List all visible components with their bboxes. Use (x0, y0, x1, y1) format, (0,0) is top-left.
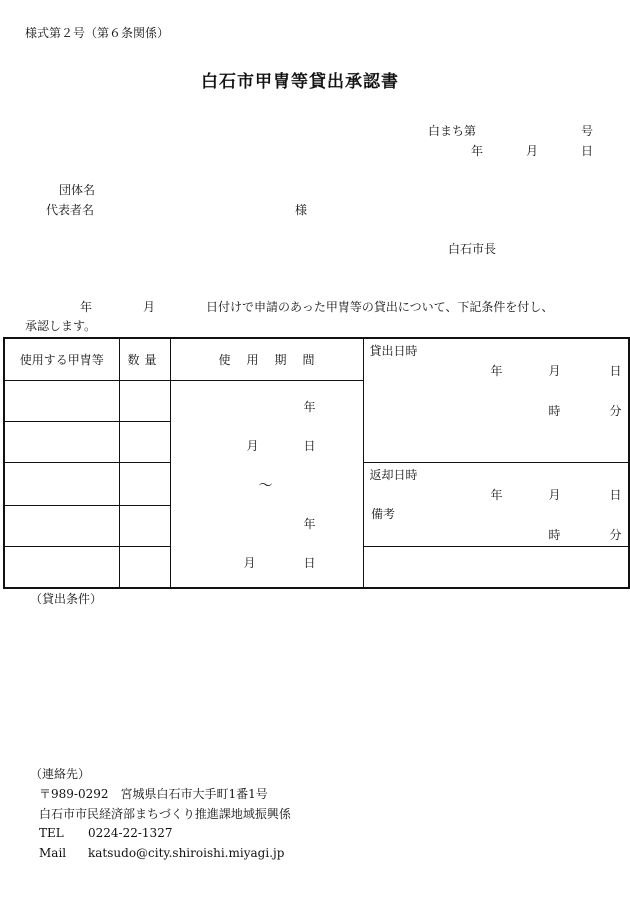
loan-year: 年 (490, 364, 503, 378)
item-row-2[interactable] (4, 421, 119, 462)
return-year: 年 (490, 487, 503, 502)
conditions-label: （貸出条件） (30, 592, 103, 606)
item-row-1[interactable] (4, 380, 119, 421)
item-row-4[interactable] (4, 505, 119, 547)
contact-mail-label: Mail (39, 846, 67, 860)
loan-datetime-cell (363, 338, 629, 462)
period-cell[interactable] (170, 380, 363, 588)
date-day: 日 (581, 144, 594, 158)
header-period: 使用期間 (170, 338, 363, 380)
honorific: 様 (295, 203, 308, 217)
return-hour: 時 (548, 527, 561, 542)
period-tilde: ～ (258, 477, 273, 494)
period-day-1: 日 (303, 438, 316, 453)
item-row-5[interactable] (4, 547, 119, 588)
loan-hour: 時 (548, 404, 561, 418)
loan-minute: 分 (609, 404, 622, 418)
remarks-label: 備考 (371, 507, 396, 521)
body-year: 年 (80, 300, 93, 314)
return-minute: 分 (609, 527, 622, 542)
header-items: 使用する甲冑等 (4, 338, 119, 380)
return-datetime-cell (363, 462, 629, 547)
loan-day: 日 (609, 364, 622, 378)
period-day-2: 日 (303, 555, 316, 570)
quantity-row-2[interactable] (119, 421, 170, 462)
return-label: 返却日時 (369, 467, 418, 482)
contact-department: 白石市市民経済部まちづくり推進課地域振興係 (39, 807, 291, 821)
contact-label: （連絡先） (30, 767, 91, 781)
date-year: 年 (471, 144, 484, 158)
loan-label: 貸出日時 (369, 344, 418, 358)
body-month: 月 (143, 300, 156, 314)
period-year-1: 年 (303, 399, 316, 414)
date-month: 月 (526, 144, 539, 158)
quantity-row-4[interactable] (119, 505, 170, 547)
form-number: 様式第２号（第６条関係） (25, 26, 170, 40)
body-line2: 承認します。 (25, 319, 97, 333)
period-month-2: 月 (243, 555, 256, 570)
remarks-cell[interactable] (363, 547, 629, 588)
loan-month: 月 (548, 364, 561, 378)
return-day: 日 (609, 487, 622, 502)
document-title: 白石市甲冑等貸出承認書 (201, 72, 399, 92)
loan-table (3, 337, 630, 589)
period-year-2: 年 (303, 516, 316, 531)
header-quantity: 数量 (119, 338, 170, 380)
quantity-row-3[interactable] (119, 462, 170, 505)
org-label: 団体名 (59, 183, 96, 197)
contact-tel-label: TEL (39, 826, 64, 840)
contact-mail[interactable]: katsudo@city.shiroishi.miyagi.jp (88, 846, 285, 860)
quantity-row-5[interactable] (119, 547, 170, 588)
reference-prefix: 白まち第 (428, 124, 477, 138)
reference-suffix: 号 (581, 124, 594, 138)
contact-tel: 0224-22-1327 (88, 826, 173, 840)
quantity-row-1[interactable] (119, 380, 170, 421)
contact-address: 〒989-0292 宮城県白石市大手町1番1号 (39, 787, 268, 801)
issuer: 白石市長 (448, 242, 497, 256)
body-line1: 日付けで申請のあった甲冑等の貸出について、下記条件を付し、 (206, 300, 554, 314)
period-month-1: 月 (246, 438, 259, 453)
representative-label: 代表者名 (46, 203, 95, 217)
return-month: 月 (548, 487, 561, 502)
item-row-3[interactable] (4, 462, 119, 505)
